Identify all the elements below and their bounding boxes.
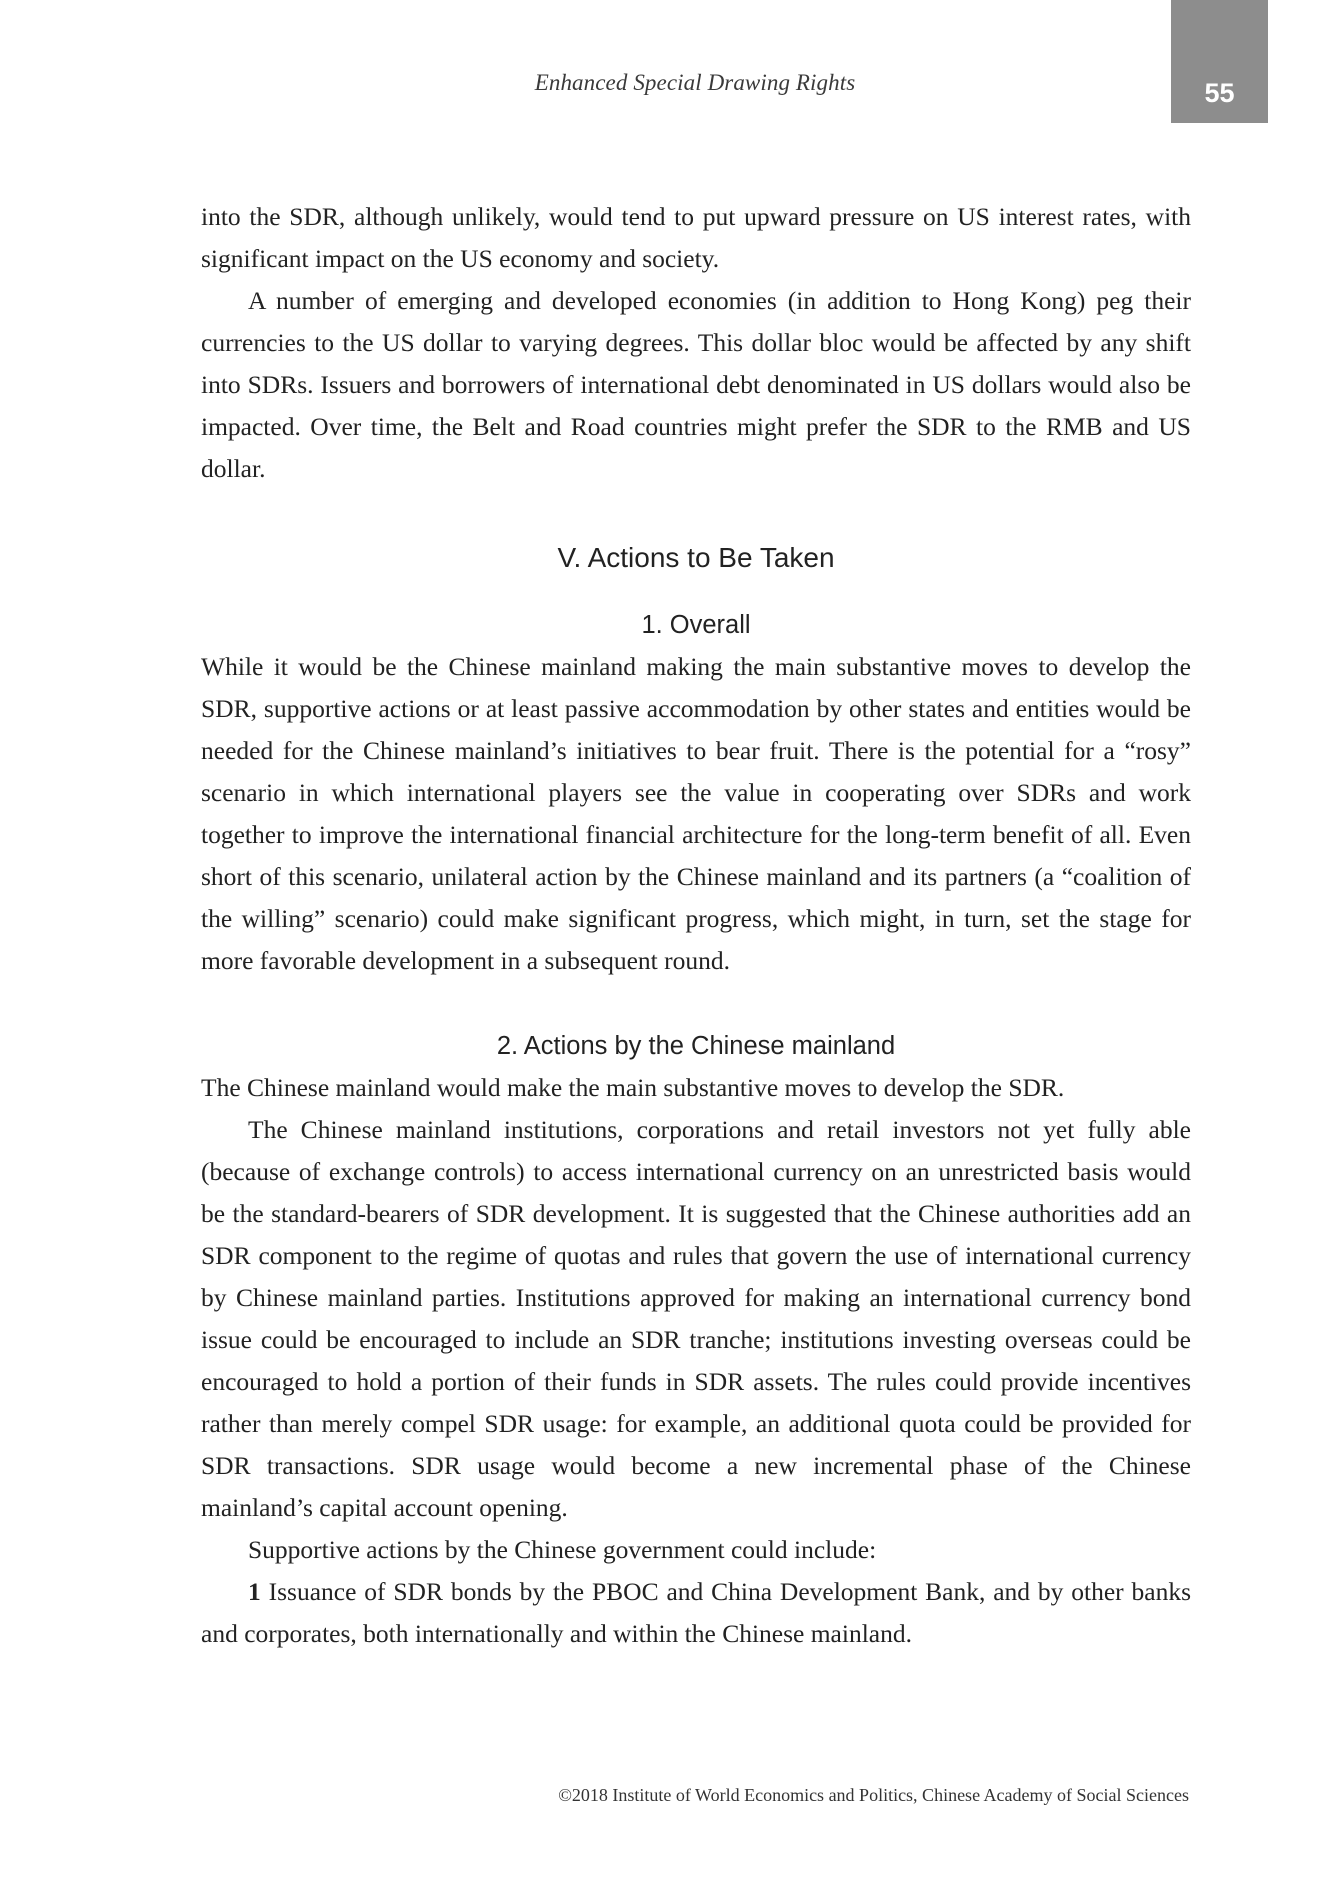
paragraph-dollar-bloc: A number of emerging and developed economies (in addition to Hong Kong) peg their currencies to the US dollar to varying degrees. This dollar bloc would be affected by any shift into SDRs. Issuers and borrowers of international debt denominated in US dollars would also be impacted. Over time, the Belt and Road countries might prefer the SDR to the RMB and US dollar. — [201, 286, 1191, 483]
copyright-footer: ©2018 Institute of World Economics and Politics, Chinese Academy of Social Sciences — [558, 1785, 1189, 1805]
paragraph-overall: While it would be the Chinese mainland making the main substantive moves to develop the SDR, supportive actions or at least passive accommodation by other states and entities would be needed for the Chinese mainland’s initiatives to bear fruit. There is the potential for a “rosy” scenario in which international players see the value in cooperating over SDRs and work together to improve the international financial architecture for the long-term benefit of all. Even short of this scenario, unilateral action by the Chinese mainland and its partners (a “coalition of the willing” scenario) could make significant progress, which might, in turn, set the stage for more favorable development in a subsequent round. — [201, 652, 1191, 975]
page-body — [201, 196, 1191, 1655]
section-heading: V. Actions to Be Taken — [557, 542, 835, 573]
running-header-title: Enhanced Special Drawing Rights — [534, 70, 856, 95]
page-number: 55 — [1204, 78, 1235, 108]
paragraph-mainland-institutions: The Chinese mainland institutions, corporations and retail investors not yet fully able (because of exchange controls) to access international currency on an unrestricted basis would be the standard-bearers of SDR development. It is suggested that the Chinese authorities add an SDR component to the regime of quotas and rules that govern the use of international currency by Chinese mainland parties. Institutions approved for making an international currency bond issue could be encouraged to include an SDR tranche; institutions investing overseas could be encouraged to hold a portion of their funds in SDR assets. The rules could provide incentives rather than merely compel SDR usage: for example, an additional quota could be provided for SDR transactions. SDR usage would become a new incremental phase of the Chinese mainland’s capital account opening. — [201, 1115, 1191, 1522]
paragraph-supportive-actions: Supportive actions by the Chinese government could include: — [248, 1535, 877, 1564]
list-item-sdr-bonds — [201, 1571, 1191, 1655]
list-item-text: Issuance of SDR bonds by the PBOC and China Development Bank, and by other banks and corporates, both internationally and within the Chinese mainland. — [201, 1577, 1191, 1648]
subsection-heading-overall: 1. Overall — [641, 611, 751, 639]
page-number-tab — [1171, 0, 1268, 123]
list-item-number: 1 — [248, 1577, 261, 1606]
subsection-heading-mainland: 2. Actions by the Chinese mainland — [496, 1032, 896, 1060]
paragraph-continued: into the SDR, although unlikely, would tend to put upward pressure on US interest rates, with significant impact on the US economy and society. — [201, 202, 1191, 273]
paragraph-mainland-intro: The Chinese mainland would make the main substantive moves to develop the SDR. — [201, 1073, 1065, 1102]
